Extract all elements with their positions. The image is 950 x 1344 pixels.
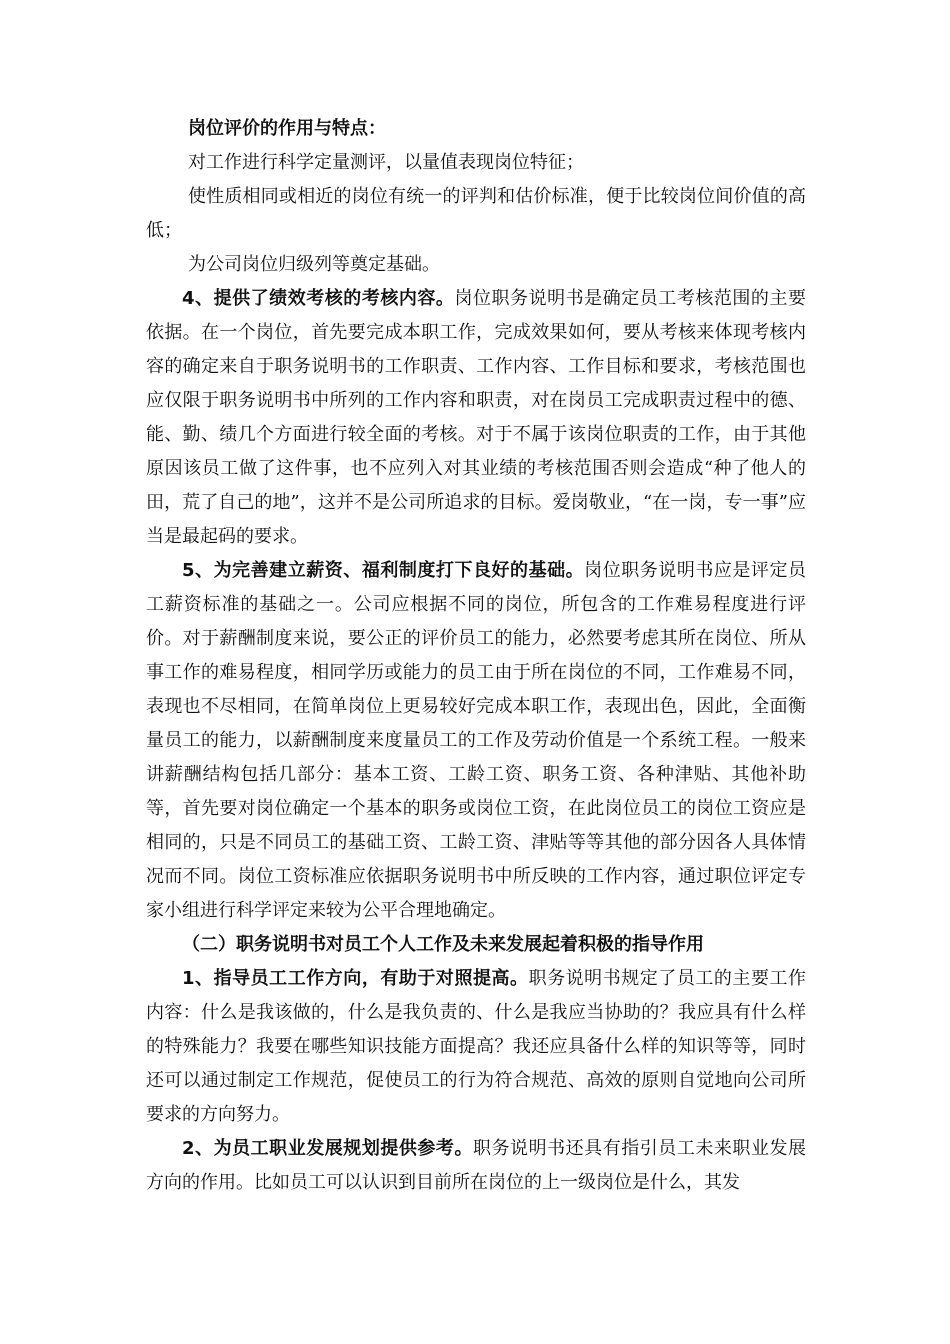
point-5-lead: 5、为完善建立薪资、福利制度打下良好的基础。: [182, 560, 585, 581]
point-2-1-paragraph: [146, 962, 806, 1132]
section-eval-title: 岗位评价的作用与特点：: [188, 118, 386, 139]
point-2-1-body: 职务说明书规定了员工的主要工作内容：什么是我该做的，什么是我负责的、什么是我应当协助的？我应具有什么样的特殊能力？我要在哪些知识技能方面提高？我还应具备什么样的知识等等，同时还可以通过制定工作规范，促使员工的行为符合规范、高效的原则自觉地向公司所要求的方向努力。: [146, 968, 807, 1125]
point-4-lead: 4、提供了绩效考核的考核内容。: [182, 288, 455, 309]
point-4-body: 岗位职务说明书是确定员工考核范围的主要依据。在一个岗位，首先要完成本职工作，完成效果如何，要从考核来体现考核内容的确定来自于职务说明书的工作职责、工作内容、工作目标和要求，考核范围也应仅限于职务说明书中所列的工作内容和职责，对在岗员工完成职责过程中的德、能、勤、绩几个方面进行较全面的考核。对于不属于该岗位职责的工作，由于其他原因该员工做了这件事，也不应列入对其业绩的考核范围否则会造成“种了他人的田，荒了自己的地”，这并不是公司所追求的目标。爱岗敬业，“在一岗，专一事”应当是最起码的要求。: [146, 288, 806, 547]
point-4-paragraph: [146, 282, 806, 554]
eval-item-2: 使性质相同或相近的岗位有统一的评判和估价标准，便于比较岗位间价值的高低；: [146, 186, 806, 241]
point-2-2-paragraph: [146, 1132, 806, 1200]
point-2-2-body: 职务说明书还具有指引员工未来职业发展方向的作用。比如员工可以认识到目前所在岗位的上一级岗位是什么，其发: [146, 1138, 806, 1193]
document-page: [146, 112, 806, 1200]
eval-item-3: 为公司岗位归级列等奠定基础。: [188, 254, 440, 275]
eval-item-1: 对工作进行科学定量测评，以量值表现岗位特征；: [188, 152, 584, 173]
point-2-2-lead: 2、为员工职业发展规划提供参考。: [182, 1138, 473, 1159]
point-5-body: 岗位职务说明书应是评定员工薪资标准的基础之一。公司应根据不同的岗位，所包含的工作难易程度进行评价。对于薪酬制度来说，要公正的评价员工的能力，必然要考虑其所在岗位、所从事工作的难易程度，相同学历或能力的员工由于所在岗位的不同，工作难易不同，表现也不尽相同，在简单岗位上更易较好完成本职工作，表现出色，因此，全面衡量员工的能力，以薪酬制度来度量员工的工作及劳动价值是一个系统工程。一般来讲薪酬结构包括几部分：基本工资、工龄工资、职务工资、各种津贴、其他补助等，首先要对岗位确定一个基本的职务或岗位工资，在此岗位员工的岗位工资应是相同的，只是不同员工的基础工资、工龄工资、津贴等等其他的部分因各人具体情况而不同。岗位工资标准应依据职务说明书中所反映的工作内容，通过职位评定专家小组进行科学评定来较为公平合理地确定。: [146, 560, 806, 921]
section-2-title: （二）职务说明书对员工个人工作及未来发展起着积极的指导作用: [182, 934, 704, 955]
point-2-1-lead: 1、指导员工工作方向，有助于对照提高。: [182, 968, 529, 989]
point-5-paragraph: [146, 554, 806, 928]
